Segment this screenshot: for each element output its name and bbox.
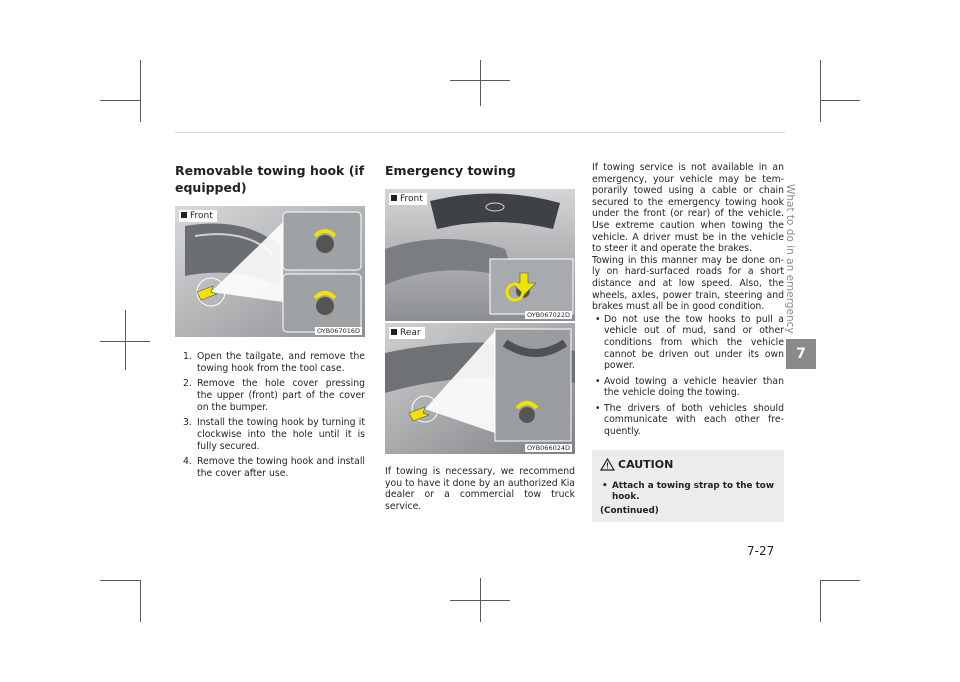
column-towing-hook xyxy=(175,162,365,483)
crop-mark xyxy=(100,100,140,101)
column-towing-instructions xyxy=(592,162,784,522)
crop-mark xyxy=(820,60,821,122)
figure-code: OYB067016D xyxy=(316,327,360,335)
section-title: Emergency towing xyxy=(385,163,516,178)
chapter-title: What to do in an emergency xyxy=(784,184,796,334)
figure-label: Front xyxy=(389,193,427,205)
list-item: 4. Remove the towing hook and install the cover after use. xyxy=(183,456,365,479)
bullet-list xyxy=(592,314,784,438)
square-bullet-icon xyxy=(391,195,397,201)
crop-mark xyxy=(450,600,510,601)
crop-mark xyxy=(820,580,860,581)
car-front-illustration xyxy=(175,206,365,337)
figure-rear-towing xyxy=(385,323,575,454)
list-item: • The drivers of both vehicles should communicate with each other fre-quently. xyxy=(592,403,784,438)
header-rule xyxy=(175,132,785,133)
page-number: 7-27 xyxy=(747,544,775,558)
column-emergency-towing xyxy=(385,162,575,512)
caution-heading: CAUTION xyxy=(600,458,776,471)
paragraph: If towing service is not available in an emergency, your vehicle may be tem-porarily towed using a cable or chain secured to the emergency towing hook under the front (or rear) of the vehicle. Use extreme caution when towing the vehicle. A driver must be in the vehicle to steer it and operate the brakes. xyxy=(592,162,784,255)
list-item: 1. Open the tailgate, and remove the towing hook from the tool case. xyxy=(183,351,365,374)
warning-triangle-icon xyxy=(600,458,615,471)
caution-box xyxy=(592,450,784,522)
crop-mark xyxy=(125,310,126,370)
figure-front-towing xyxy=(385,189,575,321)
crop-mark xyxy=(820,580,821,622)
list-item: 3. Install the towing hook by turning it clockwise into the hole until it is fully secured. xyxy=(183,417,365,452)
section-title: Removable towing hook (if equipped) xyxy=(175,163,365,195)
figure-label: Rear xyxy=(389,327,425,339)
caution-item: • Attach a towing strap to the tow hook. xyxy=(600,481,776,503)
towing-recommendation: If towing is necessary, we recommend you to have it done by an authorized Kia dealer or a commercial tow truck service. xyxy=(385,466,575,512)
square-bullet-icon xyxy=(181,212,187,218)
figure-code: OYB066024D xyxy=(526,444,570,452)
steps-list xyxy=(175,351,365,480)
square-bullet-icon xyxy=(391,329,397,335)
list-item: • Avoid towing a vehicle heavier than the vehicle doing the towing. xyxy=(592,376,784,399)
figure-front-hook xyxy=(175,206,365,337)
car-rear-illustration xyxy=(385,323,575,454)
list-item: 2. Remove the hole cover pressing the upper (front) part of the cover on the bumper. xyxy=(183,378,365,413)
figure-code: OYB067022D xyxy=(526,311,570,319)
crop-mark xyxy=(140,580,141,622)
chapter-tab: 7 xyxy=(786,339,816,369)
paragraph: Towing in this manner may be done on-ly on hard-surfaced roads for a short distance and at low speed. Also, the wheels, axles, power train, steering and brakes must all be in good condition. xyxy=(592,254,784,313)
list-item: • Do not use the tow hooks to pull a vehicle out of mud, sand or other conditions from which the vehicle cannot be driven out under its own power. xyxy=(592,314,784,372)
car-front-illustration xyxy=(385,189,575,321)
crop-mark xyxy=(140,60,141,122)
caution-continued: (Continued) xyxy=(600,505,659,516)
crop-mark xyxy=(820,100,860,101)
crop-mark xyxy=(480,60,481,106)
crop-mark xyxy=(100,580,140,581)
crop-mark xyxy=(450,80,510,81)
figure-label: Front xyxy=(179,210,217,222)
